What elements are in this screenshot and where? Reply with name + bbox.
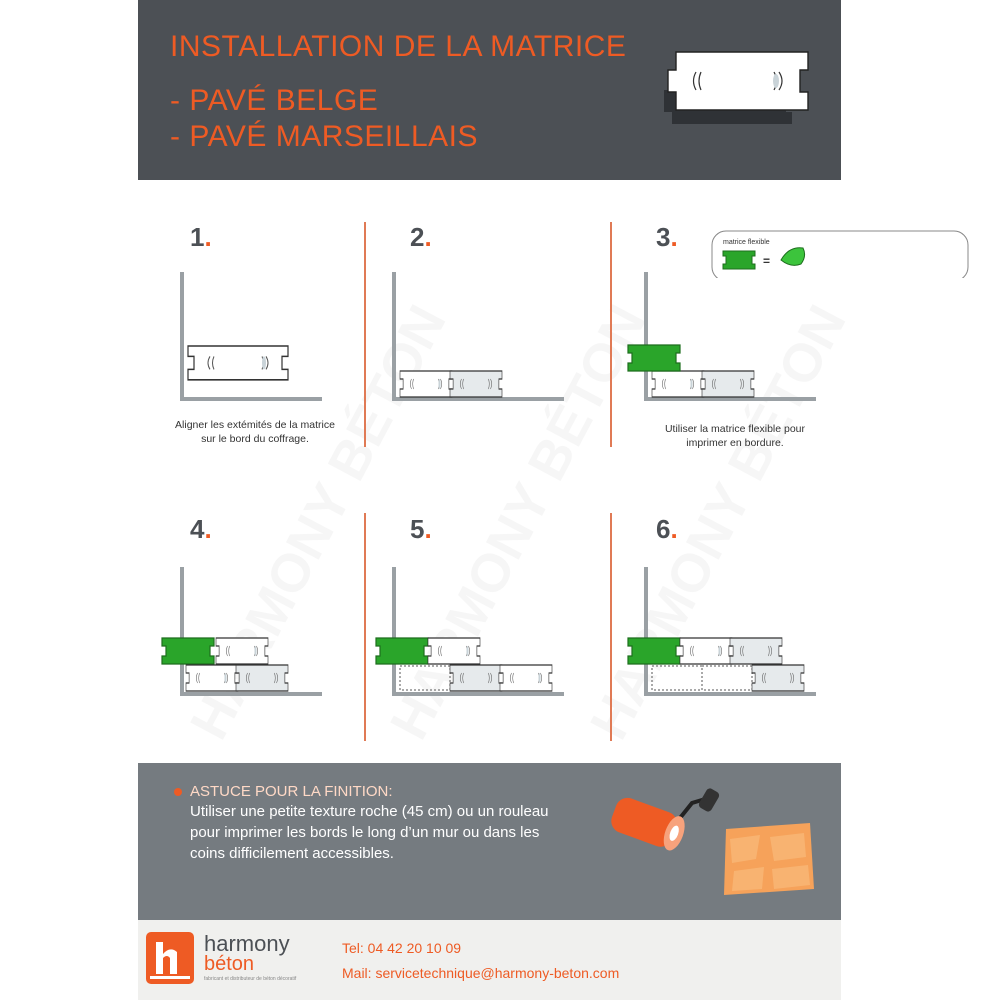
step-6-diagram <box>610 492 844 702</box>
step-6 <box>610 492 844 742</box>
step-number: 1. <box>190 222 212 252</box>
step-number: 4. <box>190 514 212 544</box>
brand-name-2: béton <box>204 953 255 975</box>
tip-title: ASTUCE POUR LA FINITION: <box>190 783 393 800</box>
finishing-tip-panel <box>138 763 841 920</box>
footer <box>138 920 841 1000</box>
step-5-diagram <box>364 492 598 702</box>
step-1-caption: Aligner les extémités de la matrice sur le bord du coffrage. <box>175 419 335 445</box>
matrix-tile-illustration <box>664 48 814 138</box>
step-number: 6. <box>656 514 678 544</box>
rock-texture-icon <box>720 819 820 899</box>
flexible-matrix-legend <box>711 230 969 278</box>
step-number: 3. <box>656 222 678 252</box>
bullet-icon <box>174 788 182 796</box>
step-4-diagram <box>138 492 372 702</box>
step-2 <box>364 200 598 450</box>
legend-equals: = <box>763 254 771 268</box>
step-1 <box>138 200 372 450</box>
logo-icon <box>146 932 194 984</box>
paint-roller-icon <box>606 783 726 863</box>
legend-label: matrice flexible <box>723 239 770 246</box>
header-banner <box>138 0 841 180</box>
page-title: INSTALLATION DE LA MATRICE <box>170 30 627 63</box>
step-number: 2. <box>410 222 432 252</box>
installation-steps <box>138 200 841 760</box>
step-1-diagram <box>138 200 372 410</box>
step-4 <box>138 492 372 742</box>
step-5 <box>364 492 598 742</box>
contact-email[interactable]: Mail: servicetechnique@harmony-beton.com <box>342 965 620 981</box>
tip-body: Utiliser une petite texture roche (45 cm) ou un rouleau pour imprimer les bords le long d’un mur ou dans les coins difficilement accessibles. <box>190 803 549 862</box>
contact-phone[interactable]: Tel: 04 42 20 10 09 <box>342 940 462 956</box>
brand-name: harmony <box>204 931 290 956</box>
step-2-diagram <box>364 200 598 410</box>
subtitle-pave-belge: - PAVÉ BELGE <box>170 84 379 117</box>
step-3-caption: Utiliser la matrice flexible pour imprimer en bordure. <box>664 423 806 449</box>
subtitle-pave-marseillais: - PAVÉ MARSEILLAIS <box>170 120 478 153</box>
brand-tagline: fabricant et distributeur de béton décoratif <box>204 976 297 982</box>
document-sheet <box>138 0 841 1000</box>
step-number: 5. <box>410 514 432 544</box>
